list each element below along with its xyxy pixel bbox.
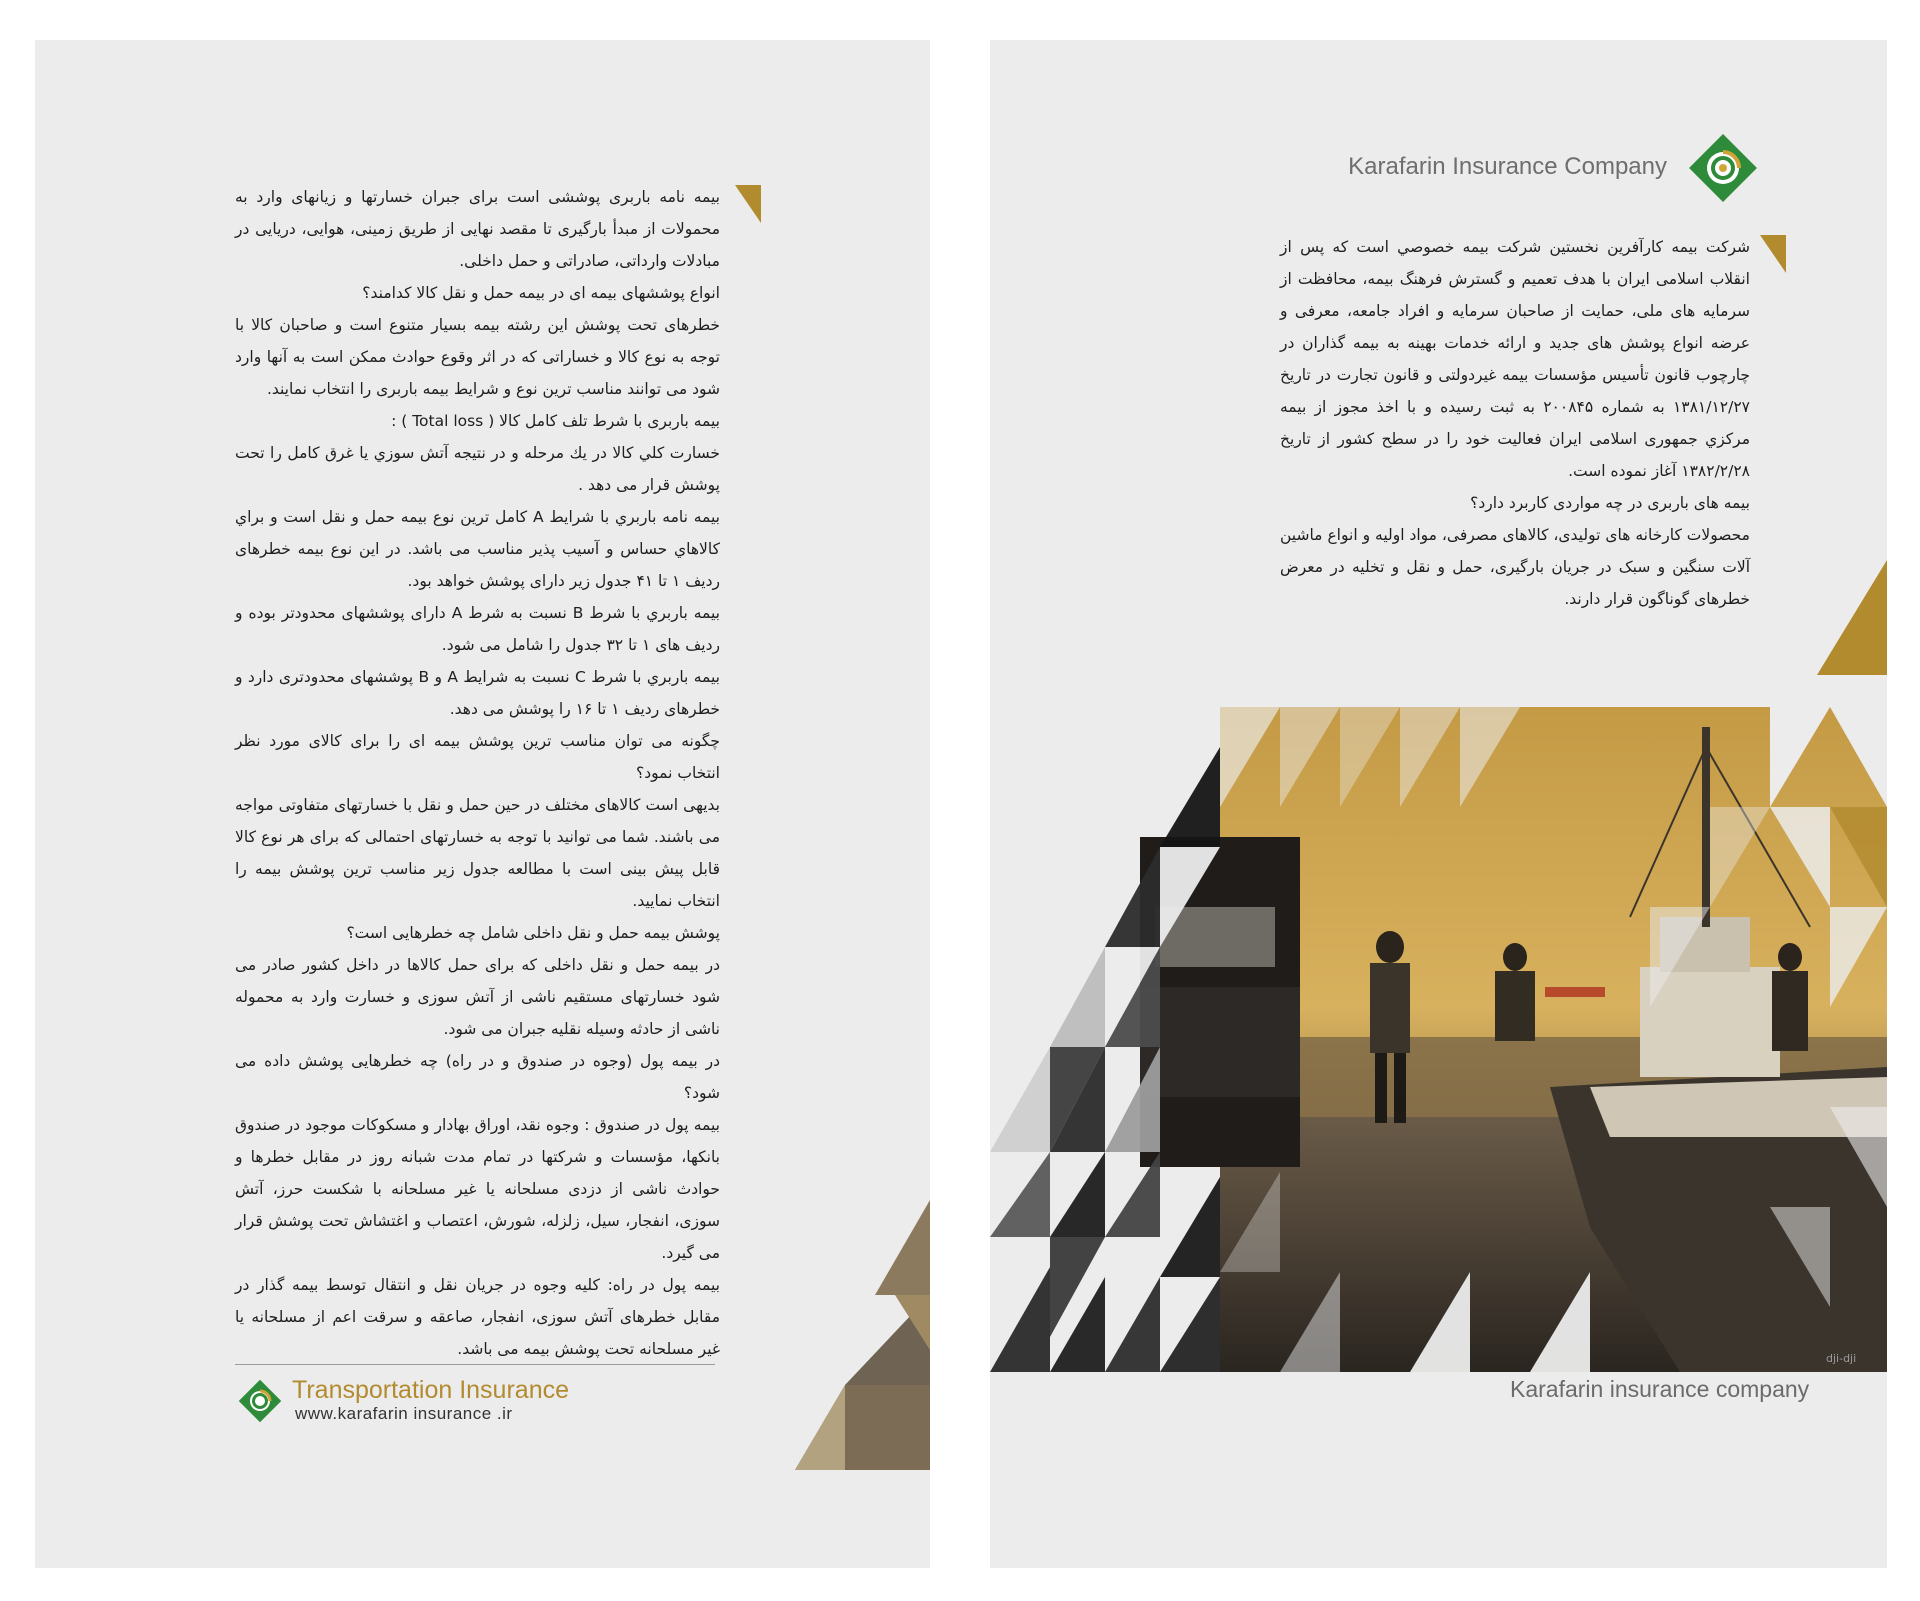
karafarin-logo-icon [235,1376,285,1426]
paragraph: بیمه پول در صندوق : وجوه نقد، اوراق بهادار و مسکوکات موجود در صندوق بانکها، مؤسسات و شرکتها در تمام مدت شبانه روز در مقابل خطرها و حوادث ناشی از دزدی مسلحانه یا غیر مسلحانه با شکست حرز، آتش سوزی، انفجار، سیل، زلزله، شورش، اعتصاب و اغتشاش تحت پوشش قرار می گیرد. [235,1116,720,1262]
paragraph: بیمه باربري با شرط C نسبت به شرايط A و B پوششهای محدودتری دارد و خطرهای ردیف ۱ تا ۱۶ را پوشش می دهد. [235,668,720,718]
right-body-text [1280,231,1750,615]
paragraph: بیمه پول در راه: کلیه وجوه در جریان نقل و انتقال توسط بیمه گذار در مقابل خطرهای آتش سوزی، انفجار، صاعقه و سرقت اعم از مسلحانه یا غیر مسلحانه تحت پوشش بیمه می باشد. [235,1276,720,1358]
question-heading: بیمه های باربری در چه مواردی کاربرد دارد؟ [1470,494,1750,512]
left-page [35,40,930,1568]
paragraph: بیمه نامه باربری پوششی است برای جبران خسارتها و زیانهای وارد به محمولات از مبدأ بارگیری تا مقصد نهایی از طریق زمینی، هوایی، دریایی در مبادلات وارداتی، صادراتی و حمل داخلی. [235,188,720,270]
brand-name: Karafarin Insurance Company [1348,153,1667,180]
question-heading: پوشش بیمه حمل و نقل داخلی شامل چه خطرهایی است؟ [346,924,720,942]
corner-accent-mark [735,185,761,223]
footer-url[interactable]: www.karafarin insurance .ir [295,1404,513,1423]
decorative-triangles [775,1200,930,1470]
left-body-text [235,181,720,1365]
photo-credit: dji-dji [1826,1352,1857,1365]
paragraph: بدیهی است کالاهای مختلف در حین حمل و نقل با خسارتهای متفاوتی مواجه می باشند. شما می توانید با توجه به خسارتهای احتمالی که برای هر نوع کالا قابل پیش بینی است با مطالعه جدول زیر مناسب ترین پوشش بیمه را انتخاب نمایید. [235,796,720,910]
corner-accent-mark [1760,235,1786,273]
paragraph: شركت بیمه كارآفرين نخستين شركت بيمه خصوصي است كه پس از انقلاب اسلامی ایران با هدف تعمیم و گسترش فرهنگ بیمه، محافظت از سرمایه های ملی، حمایت از صاحبان سرمایه و افراد جامعه، معرفی و عرضه انواع پوشش های جدید و ارائه خدمات بهینه به بیمه گذاران در چارچوب قانون تأسیس مؤسسات بیمه غیردولتی و قانون تجارت در تاریخ ۱۳۸۱/۱۲/۲۷ به شماره ۲۰۰۸۴۵ به ثبت رسیده و با اخذ مجوز از بيمه مركزي جمهوری اسلامی ایران فعالیت خود را در سطح كشور از تاريخ ۱۳۸۲/۲/۲۸ آغاز نموده است. [1280,238,1750,480]
paragraph: محصولات کارخانه های تولیدی، کالاهای مصرفی، مواد اولیه و انواع ماشین آلات سنگین و سبک در جریان بارگیری، حمل و نقل و تخلیه در معرض خطرهای گوناگون قرار دارند. [1280,526,1750,608]
paragraph: در بیمه حمل و نقل داخلی که برای حمل کالاها در داخل کشور صادر می شود خسارتهای مستقیم ناشی از آتش سوزی و خسارت وارد به محموله ناشی از حادثه وسیله نقلیه جبران می شود. [235,956,720,1038]
paragraph: خطرهای تحت پوشش این رشته بیمه بسیار متنوع است و صاحبان کالا با توجه به نوع کالا و خساراتی که در اثر وقوع حوادث ممکن است به آنها وارد شود می توانند مناسب ترین نوع و شرایط بیمه باربری را انتخاب نمایند. [235,316,720,398]
harbor-photo-collage [990,667,1887,1372]
right-page [990,40,1887,1568]
gold-triangle-accent [1817,560,1887,675]
question-heading: در بیمه پول (وجوه در صندوق و در راه) چه خطرهایی پوشش داده می شود؟ [235,1052,720,1102]
bottom-caption: Karafarin insurance company [1510,1376,1810,1402]
question-heading: انواع پوششهای بیمه ای در بیمه حمل و نقل کالا کدامند؟ [362,284,720,302]
paragraph: بیمه باربری با شرط تلف کامل کالا ( Total loss ) : [391,412,720,430]
question-heading: چگونه می توان مناسب ترین پوشش بیمه ای را برای کالای مورد نظر انتخاب نمود؟ [235,732,720,782]
footer-divider [235,1364,715,1365]
paragraph: خسارت كلي كالا در يك مرحله و در نتيجه آتش سوزي يا غرق كامل را تحت پوشش قرار می دهد . [235,444,720,494]
karafarin-logo-icon [1683,128,1763,208]
paragraph: بیمه نامه باربري با شرايط A كامل ترين نوع بيمه حمل و نقل است و براي كالاهاي حساس و آسيب پذير مناسب می باشد. در این نوع بیمه خطرهای ردیف ۱ تا ۴۱ جدول زیر دارای پوشش خواهد بود. [235,508,720,590]
footer-title: Transportation Insurance [292,1376,570,1404]
paragraph: بیمه باربري با شرط B نسبت به شرط A دارای پوششهای محدودتر بوده و ردیف های ۱ تا ۳۲ جدول را شامل می شود. [235,604,720,654]
